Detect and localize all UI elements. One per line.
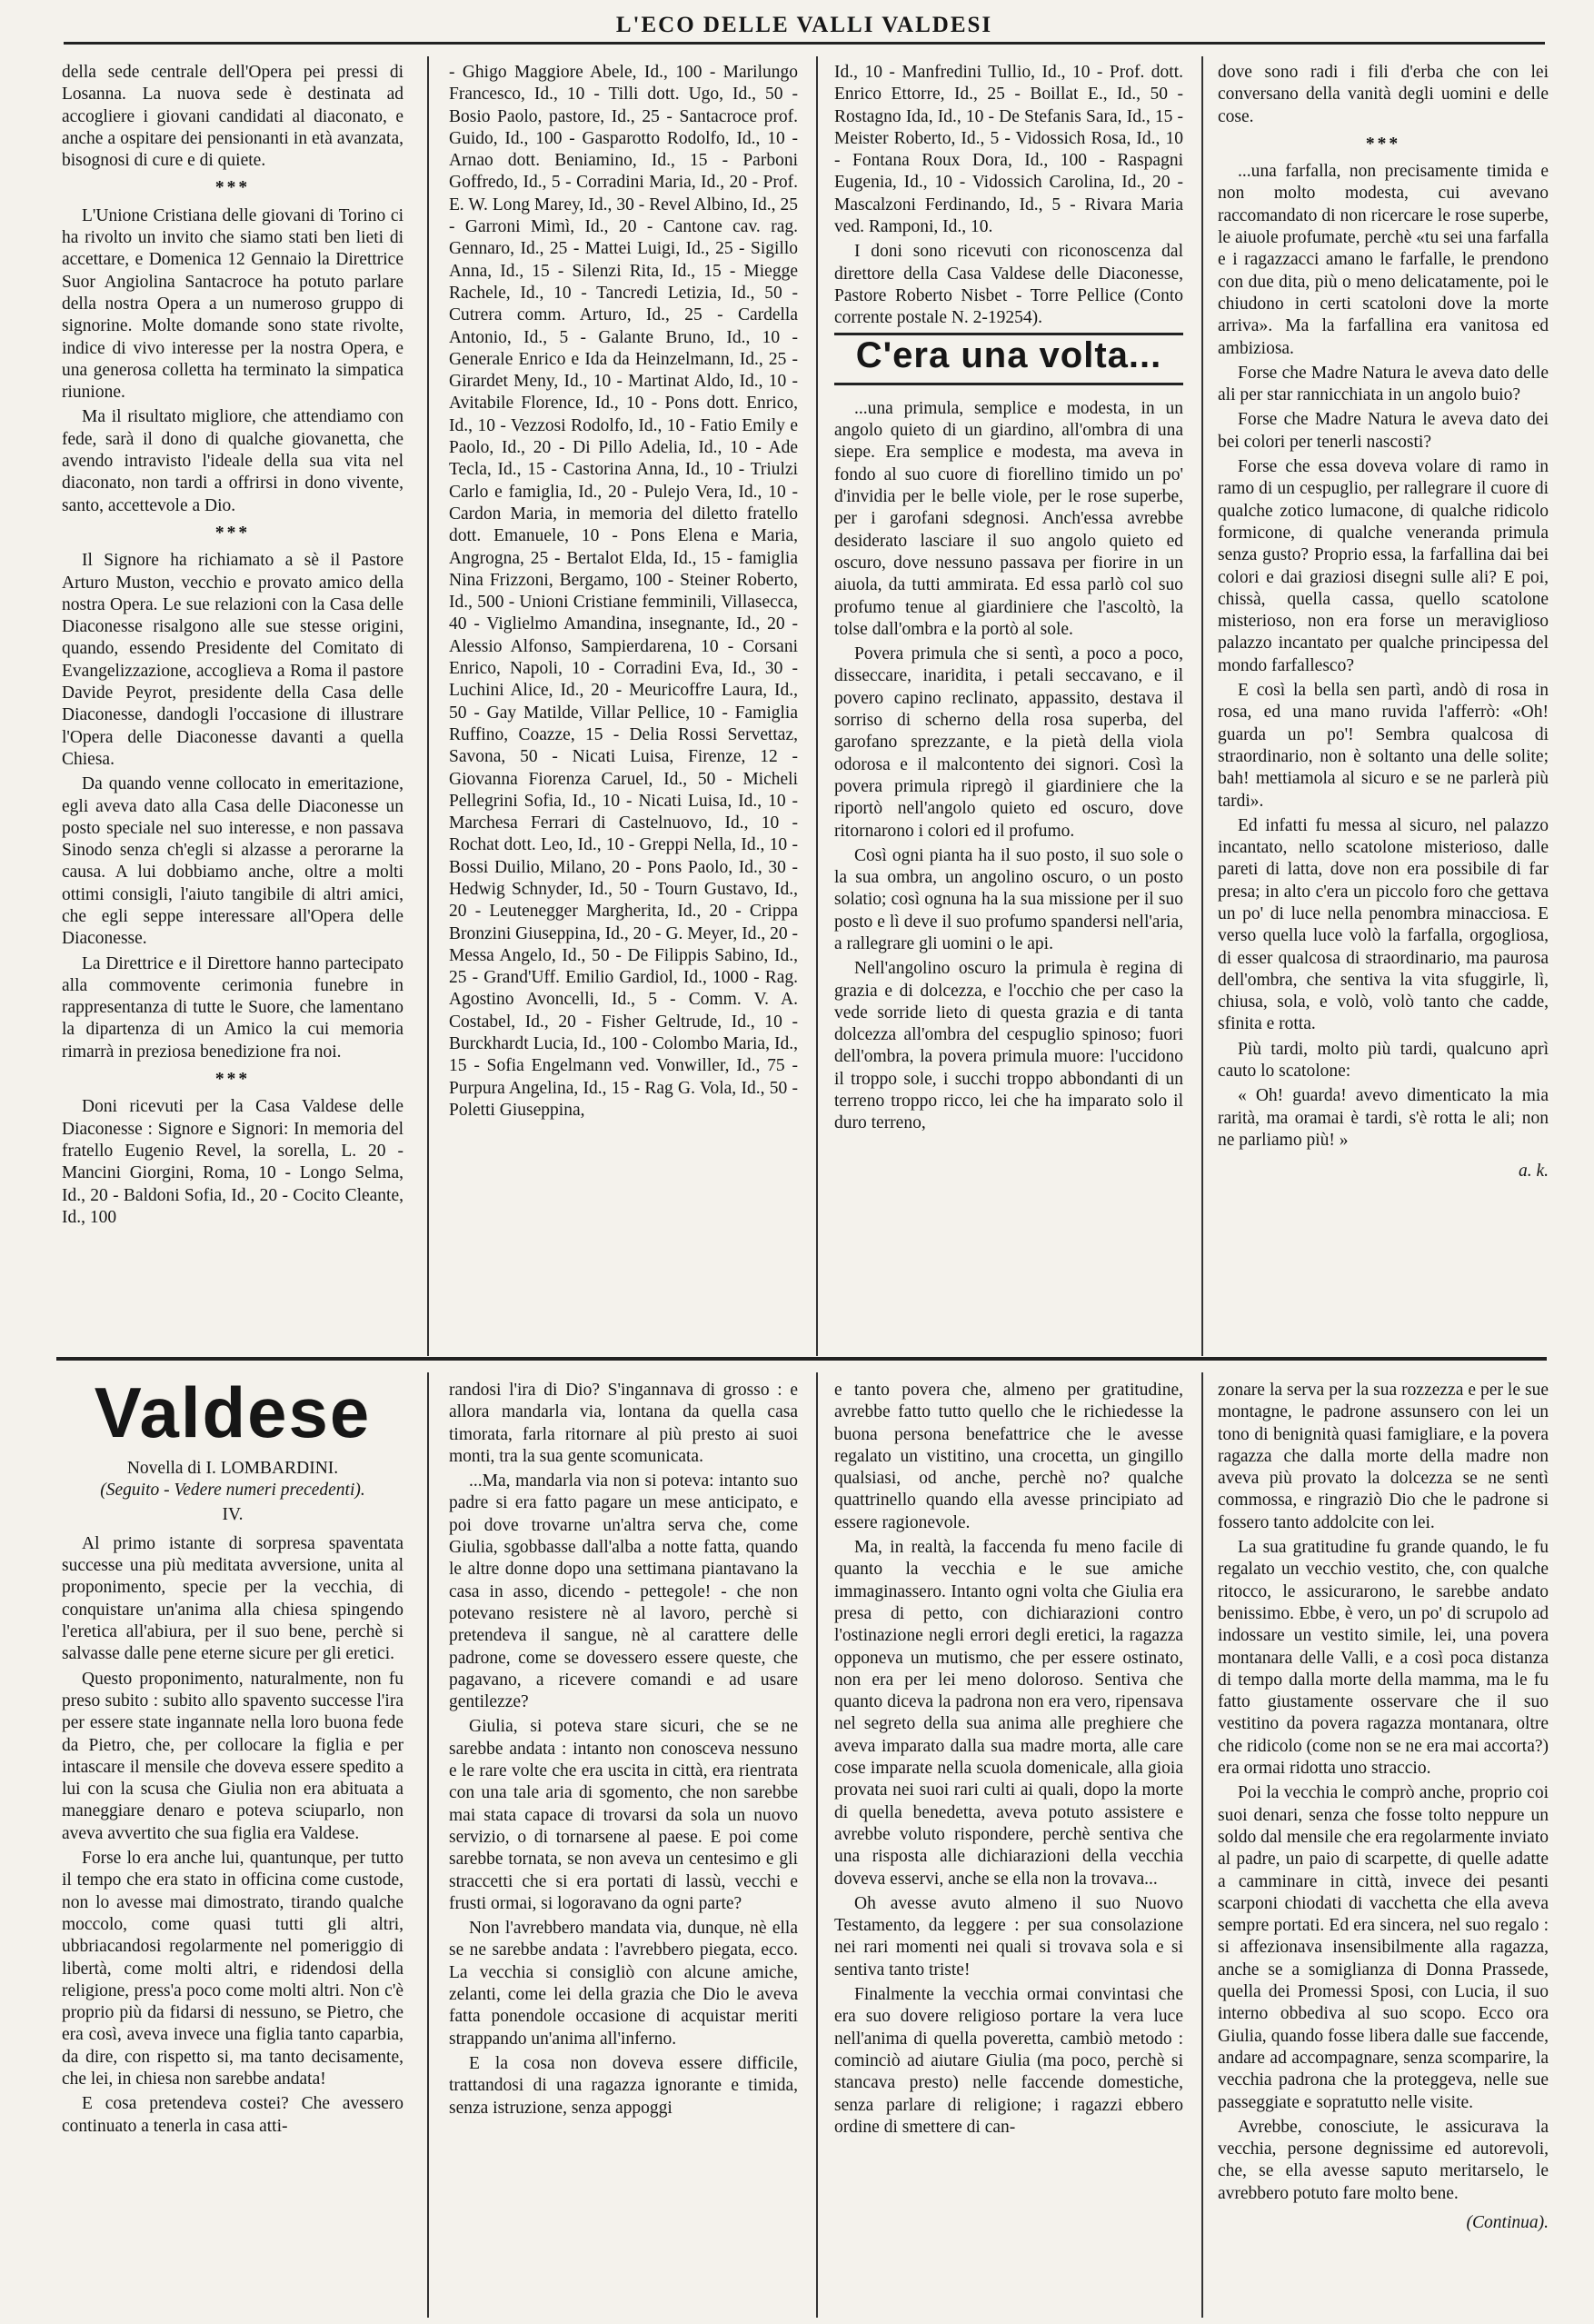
paragraph: Giulia, si poteva stare sicuri, che se ne sarebbe andata : intanto non conosceva nessuno e le rare volte che era uscita in città, era rientrata con una tale aria di sgomento, che non sarebbe mai stata capace di trovarsi da sola un nuovo servizio, o di tornarsene al paese. E poi come sarebbe tornata, se non aveva un centesimo e gli straccetti che si era portati di lassù, vecchi e frusti ormai, si logoravano da ogni parte? (449, 1717, 798, 1913)
paragraph: Forse che essa doveva volare di ramo in ramo di un cespuglio, per rallegrare il cuore di qualche zotico lumacone, di qualche ridicolo formicone, di qualche veneranda primula senza gusto? Proprio essa, la farfallina dai bei colori e dai graziosi disegni sulle ali? E poi, chissà, quella cassa, quello scatolone misterioso, non era forse un meraviglioso palazzo incantato per qualche principessa del mondo farfallesco? (1218, 457, 1549, 675)
separator-stars: *** (1365, 134, 1401, 154)
paragraph: Avrebbe, conosciute, le assicurava la vecchia, persone degnissime ed autorevoli, che, se ella avesse saputo meritarselo, le avrebbero potuto fare molto bene. (1218, 2117, 1549, 2203)
separator-stars: *** (214, 1070, 251, 1090)
paragraph: zonare la serva per la sua rozzezza e per le sue montagne, le padrone assunsero con lei un tono di benignità quasi famigliare, e la povera ragazza che dalla morte della madre non aveva più provato la dolcezza se ne sentì commossa, e ringraziò Dio che le padrone si fossero tanto addolcite con lei. (1218, 1381, 1549, 1532)
paragraph: - Ghigo Maggiore Abele, Id., 100 - Marilungo Francesco, Id., 10 - Tilli dott. Ugo, Id., 50 - Bosio Paolo, pastore, Id., 25 - Santacroce prof. Guido, Id., 100 - Gasparotto Rodolfo, Id., 10 - Arnao dott. Beniamino, Id., 15 - Parboni Goffredo, Id., 5 - Corradini Maria, Id., 20 - Prof. E. W. Long Marey, Id., 30 - Revel Albino, Id., 25 - Garroni Mimì, Id., 20 - Cantone cav. rag. Gennaro, Id., 25 - Mattei Luigi, Id., 25 - Sigillo Anna, Id., 15 - Silenzi Rita, Id., 15 - Miegge Rachele, Id., 10 - Tancredi Letizia, Id., 50 - Cutrera comm. Arturo, Id., 25 - Cardella Antonio, Id., 5 - Galante Bruno, Id., 10 - Generale Enrico e Ida da Heinzelmann, Id., 25 - Girardet Meny, Id., 10 - Martinat Aldo, Id., 10 - Avitabile Florence, Id., 10 - Pons dott. Enrico, Id., 10 - Vezzosi Rodolfo, Id., 10 - Fatio Emily e Paolo, Id., 20 - Di Pillo Adelia, Id., 10 - Ade Tecla, Id., 15 - Castorina Anna, Id., 10 - Triulzi Carlo e famiglia, Id., 20 - Pulejo Vera, Id., 10 - Cardon Maria, in memoria del diletto fratello dott. Emanuele, 10 - Pons Elena e Maria, Angrogna, 25 - Bertalot Elda, Id., 15 - famiglia Nina Frizzoni, Bergamo, 100 - Steiner Roberto, Id., 500 - Unioni Cristiane femminili, Villasecca, 40 - Viglielmo Amandina, insegnante, Id., 20 - Alessio Alfonso, Sampierdarena, 10 - Corsani Enrico, Napoli, 10 - Corradini Eva, Id., 30 - Luchini Alice, Id., 20 - Meuricoffre Laura, Id., 50 - Gay Matilde, Villar Pellice, 10 - Famiglia Ruffino, Coazze, 15 - Delia Rossi Servettaz, Savona, 50 - Nicati Luisa, Firenze, 12 - Giovanna Fiorenza Caruel, Id., 50 - Micheli Pellegrini Sofia, Id., 10 - Nicati Luisa, Id., 10 - Marchesa Ferrari di Castelnuovo, Id., 10 - Rochat dott. Leo, Id., 10 - Greppi Nella, Id., 10 - Bossi Duilio, Milano, 20 - Pons Paolo, Id., 30 - Hedwig Schnyder, Id., 50 - Tourn Gustavo, Id., 20 - Leutenegger Margherita, Id., 20 - Crippa Bronzini Giuseppina, Id., 20 - G. Meyer, Id., 20 - Messa Angelo, Id., 50 - De Filippis Sabino, Id., 25 - Grand'Uff. Emilio Gardiol, Id., 1000 - Rag. Agostino Avoncelli, Id., 5 - Comm. V. A. Costabel, Id., 20 - Fisher Geltrude, Id., 10 - Burckhardt Lucia, Id., 100 - Colombo Maria, Id., 15 - Sofia Engelmann ved. Vonwiller, Id., 75 - Purpura Angelina, Id., 15 - Rag G. Vola, Id., 50 - Poletti Giuseppina, (449, 63, 798, 1120)
paragraph: Al primo istante di sorpresa spaventata successe una più meditata avversione, unita al proponimento, specie per la vecchia, di conquistare un'anima alla chiesa spingendo l'eretica all'abiura, per il suo bene, perchè si salvasse dalle pene eterne sicure per gli eretici. (62, 1533, 403, 1664)
paragraph: Oh avesse avuto almeno il suo Nuovo Testamento, da leggere : per sua consolazione nei rari momenti nei quali si trovava sola e si sentiva tanto triste! (834, 1893, 1183, 1980)
story-title: C'era una volta... (855, 334, 1162, 375)
top-column-3 (834, 62, 1183, 1345)
paragraph: Da quando venne collocato in emeritazione, egli aveva dato alla Casa delle Diaconesse un posto speciale nel suo interesse, e non passava Sinodo senza ch'egli si alzasse a perorarne la causa. A lui dobbiamo anche, oltre a molti ottimi consigli, l'aiuto tangibile di altri amici, che egli seppe interessare all'Opera delle Diaconesse. (62, 774, 403, 949)
paragraph: Forse che Madre Natura le aveva dato dei bei colori per tenerli nascosti? (1218, 410, 1549, 452)
column-divider (427, 1372, 429, 2318)
continued-note: (Continua). (1466, 2212, 1549, 2232)
paragraph: L'Unione Cristiana delle giovani di Torino ci ha rivolto un invito che siamo stati ben lieti di accettare, e Domenica 12 Gennaio la Direttrice Suor Angiolina Santacroce ha potuto parlare della nostra Opera a un numeroso gruppo di signorine. Molte domande sono state rivolte, indice di vivo interesse per la nostra Opera, e una generosa colletta ha terminato la simpatica riunione. (62, 205, 403, 403)
paragraph: Il Signore ha richiamato a sè il Pastore Arturo Muston, vecchio e provato amico della nostra Opera. Le sue relazioni con la Casa delle Diaconesse risalgono alle sue stesse origini, quando, essendo Presidente del Comitato di Evangelizzazione, accoglieva a Roma il pastore Davide Peyrot, presidente della Casa delle Diaconesse, dandogli l'occasione di illustrare l'Opera delle Diaconesse davanti a quella Chiesa. (62, 551, 403, 769)
paragraph: e tanto povera che, almeno per gratitudine, avrebbe fatto tutto quello che le richiedesse la buona persona benefattrice che le avesse regalato un vistitino, una crocetta, un gingillo qualsiasi, od anche, perchè no? qualche quattrinello quando ella avesse principiato ad essere ragionevole. (834, 1381, 1183, 1532)
paragraph: randosi l'ira di Dio? S'ingannava di grosso : e allora mandarla via, lontana da quella casa timorata, farla ritornare al più presto ai suoi monti, tra la sua gente scomunicata. (449, 1381, 798, 1466)
paragraph: ...una primula, semplice e modesta, in un angolo quieto di un giardino, all'ombra di una siepe. Era semplice e modesta, ma aveva in fondo al suo cuore di fiorellino timido un po' d'invidia per le belle viole, per le rose superbe, per i garofani sdegnosi. Anch'essa avrebbe desiderato lasciare il suo angolo quieto ed oscuro, dove nessuno passava per fiorire in un aiuola, da tutti ammirata. Ed essa parlò col suo profumo tenue al giardiniere che l'ascoltò, la tolse dall'ombra e la portò al sole. (834, 398, 1183, 639)
separator-stars: *** (214, 178, 251, 198)
newspaper-title: L'ECO DELLE VALLI VALDESI (615, 13, 993, 37)
paragraph: Doni ricevuti per la Casa Valdese delle Diaconesse : Signore e Signori: In memoria del fratello Eugenio Revel, la sorella, L. 20 - Mancini Giorgini, Roma, 10 - Longo Selma, Id., 20 - Baldoni Sofia, Id., 20 - Cocito Cleante, Id., 100 (62, 1097, 403, 1227)
novella-author: Novella di I. LOMBARDINI. (126, 1459, 339, 1478)
column-divider (816, 1372, 818, 2318)
story-heading-box (834, 333, 1183, 385)
column-divider (1201, 1372, 1203, 2318)
paragraph: « Oh! guarda! avevo dimenticato la mia rarità, ma oramai è tardi, s'è rotta le ali; non ne parliamo più! » (1218, 1086, 1549, 1150)
novella-column-2 (449, 1380, 798, 2311)
novella-column-3 (834, 1380, 1183, 2311)
paragraph: La sua gratitudine fu grande quando, le fu regalato un vecchio vestito, che, con qualche ritocco, le assicurarono, le sarebbe andato benissimo. Ebbe, è vero, un po' di scrupolo ad indossare un vestito simile, lei, una povera montanara delle Valli, e a così poca distanza di tempo dalla morte della mamma, ma le fu fatto giustamente osservare che il suo vestitino da povera ragazza montanara, oltre che ridicolo (come non se ne era mai accorta?) era ormai ridotta uno straccio. (1218, 1538, 1549, 1779)
paragraph: E la cosa non doveva essere difficile, trattandosi di una ragazza ignorante e timida, senza istruzione, senza appoggi (449, 2053, 798, 2118)
paragraph: dove sono radi i fili d'erba che con lei conversano della vanità degli uomini e delle cose. (1218, 63, 1549, 126)
section-divider (56, 1357, 1547, 1361)
novella-column-4 (1218, 1380, 1549, 2311)
column-divider (427, 56, 429, 1356)
paragraph: I doni sono ricevuti con riconoscenza dal direttore della Casa Valdese delle Diaconesse, Pastore Roberto Nisbet - Torre Pellice (Conto corrente postale N. 2-19254). (834, 242, 1183, 328)
chapter-number: IV. (222, 1504, 244, 1524)
paragraph: Ed infatti fu messa al sicuro, nel palazzo incantato, nello scatolone misterioso, dalle pareti di latta, dove non era possibile di far presa; in alto c'era un piccolo foro che gettava un po' di luce nella penombra minacciosa. E verso quella luce volò la farfalla, orgogliosa, di esser qualcosa di straordinario, ma paurosa dell'ombra, che sentiva la vita sfuggirle, lì, chiusa, sola, e volò, volò tanto che cadde, sfinita e rotta. (1218, 815, 1549, 1034)
novella-column-1 (62, 1380, 403, 2311)
paragraph: Forse che Madre Natura le aveva dato delle ali per star rannicchiata in un angolo buio? (1218, 363, 1549, 405)
paragraph: La Direttrice e il Direttore hanno partecipato alla commovente cerimonia funebre in rappresentanza di tutte le Suore, che lamentano la dipartenza di un Amico la cui memoria rimarrà in preziosa benedizione fra noi. (62, 953, 403, 1062)
paragraph: Povera primula che si sentì, a poco a poco, disseccare, inaridita, i petali seccavano, e il povero capino reclinato, appassito, destava il sorriso di scherno della rosa superba, del garofano sprezzante, e la pietà della viola odorosa e il malcontento dei signori. Così la povera primula ripregò il giardiniere che la riportò nell'angolo quieto ed oscuro, dove ritornarono i colori ed il profumo. (834, 644, 1183, 841)
paragraph: Finalmente la vecchia ormai convintasi che era suo dovere religioso portare la vera luce nell'anima di quella poveretta, cambiò metodo : cominciò ad aiutare Giulia (ma poco, perchè si stancava presto) nelle faccende domestiche, senza parlare di religione; i ragazzi ebbero ordine di smettere di can- (834, 1985, 1183, 2137)
paragraph: ...una farfalla, non precisamente timida e non molto modesta, cui avevano raccomandato di non ricercare le rose superbe, le aiuole profumate, perchè «tu sei una farfalla e i ragazzacci amano le farfalle, le prendono con due dita, più o meno delicatamente, poi le chiudono in certi scatoloni dove la morte arriva». Ma la farfallina era vanitosa ed ambiziosa. (1218, 162, 1549, 358)
paragraph: ...Ma, mandarla via non si poteva: intanto suo padre si era fatto pagare un mese anticipato, e poi dove trovarne un'altra serva che, come Giulia, sgobbasse dall'alba a notte fatta, quando le altre donne dopo una settimana piantavano la casa in asso, dicendo - pettegole! - che non potevano resistere nè al lavoro, perchè si pretendeva il sangue, nè al carattere delle padrone, come se dovessero essere queste, che pagavano, a ricevere comandi e ad usare gentilezze? (449, 1471, 798, 1712)
novella-title: Valdese (94, 1380, 372, 1452)
top-column-4 (1218, 62, 1549, 1345)
paragraph: Id., 10 - Manfredini Tullio, Id., 10 - Prof. dott. Enrico Ettorre, Id., 25 - Boillat E., Id., 50 - Rostagno Ida, Id., 10 - De Stefanis Sara, Id., 15 - Meister Roberto, Id., 5 - Vidossich Rosa, Id., 10 - Fontana Roux Dora, Id., 100 - Raspagni Eugenia, Id., 10 - Vidossich Carolina, Id., 20 - Mascalzoni Ferdinando, Id., 5 - Rivara Maria ved. Ramponi, Id., 10. (834, 63, 1183, 237)
paragraph: Questo proponimento, naturalmente, non fu preso subito : subito allo spavento successe l'ira per essere state ingannate nella loro buona fede da Pietro, che, per collocare la figlia e per intascare il mensile che doveva essere spedito a lui con la scusa che Giulia non era abituata a maneggiare denaro e poteva sciuparlo, non aveva avvertito che sua figlia era Valdese. (62, 1669, 403, 1843)
page-header (64, 11, 1545, 45)
paragraph: Nell'angolino oscuro la primula è regina di grazia e di dolcezza, e l'occhio che per caso la vede sorride lieto di questa grazia e di tanta dolcezza all'ombra del cespuglio spinoso; fuori dell'ombra, la povera primula muore: l'uccidono il troppo sole, i succhi troppo abbondanti di un terreno troppo ricco, lei che ha imparato solo il duro terreno, (834, 959, 1183, 1133)
column-divider (1201, 56, 1203, 1356)
paragraph: Non l'avrebbero mandata via, dunque, nè ella se ne sarebbe andata : l'avrebbero piegata, ecco. La vecchia si consigliò con alcune amiche, zelanti, come lei della grazia che Dio le aveva fatta ponendole occasione di acquistar meriti strappando un'anima all'inferno. (449, 1919, 798, 2049)
paragraph: Così ogni pianta ha il suo posto, il suo sole o la sua ombra, un angolino oscuro, o un posto solatio; così ognuna ha la sua missione per il suo posto e lì deve il suo profumo spandersi nell'aria, a rallegrare gli uomini o le api. (834, 845, 1183, 953)
top-column-2 (449, 62, 798, 1345)
novella-note: (Seguito - Vedere numeri precedenti). (100, 1481, 365, 1501)
top-column-1 (62, 62, 403, 1345)
paragraph: Forse lo era anche lui, quantunque, per tutto il tempo che era stato in officina come custode, non lo avesse mai dimostrato, tirando qualche moccolo, come quasi tutti gli altri, ubbriacandosi regolarmente nel pomeriggio di libertà, come molti altri, e ridendosi della religione, press'a poco come molti altri. Non c'è proprio più da fidarsi di nessuno, se Pietro, che era così, aveva invece una figlia tanto caparbia, da dire, con rispetto si, ma tanto decisamente, che lei, in chiesa non sarebbe andata! (62, 1849, 403, 2090)
paragraph: E così la bella sen partì, andò di rosa in rosa, ed una mano ruvida l'afferrò: «Oh! guarda un po'! Sembra qualcosa di straordinario, non è soltanto una delle solite; bah! mettiamola al sicuro e se ne parlerà più tardi». (1218, 681, 1549, 811)
author-signature: a. k. (1518, 1162, 1549, 1182)
paragraph: E cosa pretendeva costei? Che avessero continuato a tenerla in casa atti- (62, 2094, 403, 2136)
paragraph: della sede centrale dell'Opera pei pressi di Losanna. La nuova sede è destinata ad accogliere i giovani candidati al diaconato, e anche a ospitare dei pensionanti in età avanzata, bisognosi di cure e di quiete. (62, 63, 403, 171)
paragraph: Poi la vecchia le comprò anche, proprio coi suoi denari, senza che fosse tolto neppure un soldo dal mensile che era regolarmente inviato al padre, un paio di scarpette, di quelle adatte a camminare in città, invece dei pesanti scarponi chiodati di vacchetta che ella aveva sempre portati. Ed era sincera, nel suo regalo : si affezionava insensibilmente alla ragazza, anche se a somiglianza di Donna Prassede, quella dei Promessi Sposi, con Lucia, il suo interno obbediva al suo scopo. Ecco ora Giulia, quando fosse libera dalle sue faccende, andare ad accompagnare, senza scomparire, la vecchia padrona che la proteggeva, nelle sue passeggiate e sopratutto nelle visite. (1218, 1783, 1549, 2112)
paragraph: Ma, in realtà, la faccenda fu meno facile di quanto la vecchia e le sue amiche immaginassero. Intanto ogni volta che Giulia era presa di petto, con dichiarazioni contro l'ostinazione negli errori degli eretici, la ragazza opponeva un mutismo, che per essere ostinato, non era per lei meno doloroso. Sentiva che quanto diceva la padrona non era vero, ripensava nel segreto della sua anima alle preghiere che aveva imparato dalla sua madre morta, alle care cose imparate nella scuola domenicale, alla gioia provata nei suoi rari culti ai quali, dopo la morte di quella benedetta, aveva potuto assistere e avrebbe voluto rispondere, perchè sentiva che una risposta alle dichiarazioni della vecchia doveva esservi, anche se ella non la trovava... (834, 1538, 1183, 1889)
paragraph: Più tardi, molto più tardi, qualcuno aprì cauto lo scatolone: (1218, 1039, 1549, 1082)
column-divider (816, 56, 818, 1356)
separator-stars: *** (214, 523, 251, 543)
paragraph: Ma il risultato migliore, che attendiamo con fede, sarà il dono di qualche giovanetta, che avendo intravisto l'ideale della sua vita nel diaconato, non tardi a offrirsi in dono vivente, santo, accettevole a Dio. (62, 407, 403, 515)
